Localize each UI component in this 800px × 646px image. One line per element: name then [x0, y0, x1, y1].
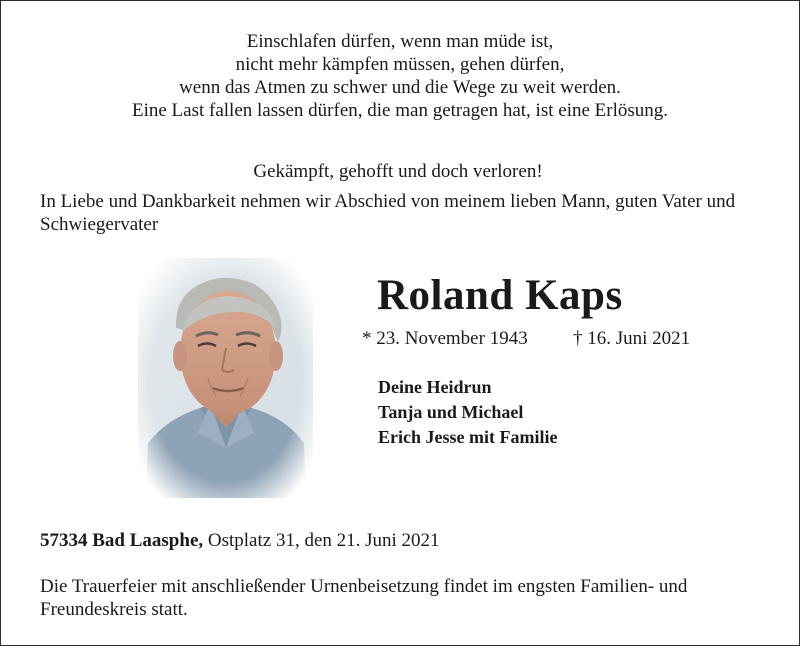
mourner: Erich Jesse mit Familie — [378, 427, 558, 447]
poem-line: nicht mehr kämpfen müssen, gehen dürfen, — [235, 54, 565, 75]
poem-line: Einschlafen dürfen, wenn man müde ist, — [246, 31, 554, 52]
mourner: Deine Heidrun — [378, 377, 492, 397]
death-date: † 16. Juni 2021 — [573, 328, 691, 349]
address-line — [40, 529, 440, 552]
address-rest: Ostplatz 31, den 21. Juni 2021 — [203, 530, 440, 551]
funeral-notice: Die Trauerfeier mit anschließender Urnenbeisetzung findet im engsten Familien- und Freundeskreis statt. — [40, 576, 688, 620]
poem-line: wenn das Atmen zu schwer und die Wege zu weit werden. — [179, 77, 621, 98]
motto: Gekämpft, gehofft und doch verloren! — [253, 161, 543, 182]
intro-text: In Liebe und Dankbarkeit nehmen wir Abschied von meinem lieben Mann, guten Vater und Schwiegervater — [40, 191, 736, 235]
poem — [0, 30, 800, 122]
birth-date: * 23. November 1943 — [362, 328, 528, 349]
address-place: 57334 Bad Laasphe, — [40, 530, 204, 551]
deceased-name: Roland Kaps — [377, 272, 623, 319]
portrait-photo — [138, 258, 313, 498]
mourners-list — [378, 375, 557, 450]
life-dates — [362, 327, 691, 350]
poem-line: Eine Last fallen lassen dürfen, die man getragen hat, ist eine Erlösung. — [131, 100, 669, 121]
mourner: Tanja und Michael — [378, 402, 524, 422]
